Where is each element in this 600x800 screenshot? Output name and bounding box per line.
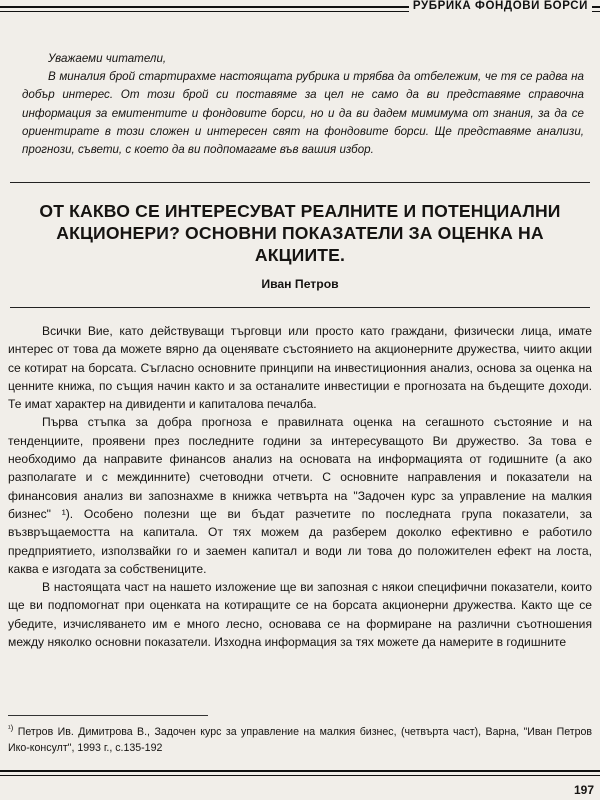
footnote-text: Петров Ив. Димитрова В., Задочен курс за управление на малкия бизнес, (четвърта част), Варна, "Иван Петров Ико-консулт", 1993 г., с.135-192 — [8, 726, 592, 754]
article-title: ОТ КАКВО СЕ ИНТЕРЕСУВАТ РЕАЛНИТЕ И ПОТЕНЦИАЛНИ АКЦИОНЕРИ? ОСНОВНИ ПОКАЗАТЕЛИ ЗА ОЦЕНКА НА АКЦИИТЕ. — [39, 201, 561, 265]
page-number: 197 — [573, 783, 594, 797]
article-body — [8, 322, 592, 651]
footnote — [8, 725, 592, 756]
footer-rule-thin — [0, 775, 600, 776]
rubric-label: РУБРИКА ФОНДОВИ БОРСИ — [409, 0, 592, 12]
body-paragraph: Всички Вие, като действуващи търговци или просто като граждани, физически лица, имате интерес от това да можете вярно да оценявате състоянието на акционерните дружества, чиито акции се котират на борсата. Съгласно основните принципи на инвестиционния анализ, основа за оценка на ценните книжа, по същия начин както и за останалите инвестиции е прогнозата на бъдещите доходи. Те имат характер на дивиденти и капиталова печалба. — [8, 324, 592, 412]
divider — [10, 307, 590, 308]
divider — [10, 182, 590, 183]
editor-greeting: Уважаеми читатели, — [48, 52, 167, 65]
footnote-rule — [8, 715, 208, 716]
footer-rule — [0, 770, 600, 772]
article-author: Иван Петров — [261, 277, 339, 291]
editor-note — [22, 50, 584, 159]
footnote-mark: ¹) — [8, 723, 14, 733]
body-paragraph: Първа стъпка за добра прогноза е правилната оценка на сегашното състояние и на тенденциите, проявени през последните години за интересуващото Ви дружество. За това е необходимо да направите финансов анализ на основата на информацията от годишните (а ако разполагате и с междинните) счетоводни отчети. С основните направления и показатели на финансовия анализ ви запознахме в книжка четвърта на "Задочен курс за управление на малкия бизнес" ¹). Особено полезни ще ви бъдат разчетите по последната група показатели, за възвръщаемостта на капитала. От тях можем да разберем доколко ефективно е работило предприятието, използвайки го и заемен капитал и води ли това до положителен ефект на лоста, каква е изгодата за собствениците. — [8, 415, 592, 576]
body-paragraph: В настоящата част на нашето изложение ще ви запозная с някои специфични показатели, които ще ви подпомогнат при оценката на котиращите се на борсата акционерни дружества. Както ще се убедите, изчисляването им е много лесно, основава се на формиране на различни съотношения между няколко основни показатели. Изходна информация за тях можете да намерите в годишните — [8, 580, 592, 650]
editor-text: В миналия брой стартирахме настоящата рубрика и трябва да отбележим, че тя се радва на добър интерес. От този брой си поставяме за цел не само да ви представяме справочна информация за емитентите и фондовите борси, но и да ви дадем мимимума от знания, за да се ориентирате в този сложен и интересен свят на фондовите борси. Ще представяме анализи, прогнози, съвети, с което да ви подпомагаме във вашия избор. — [22, 70, 584, 157]
